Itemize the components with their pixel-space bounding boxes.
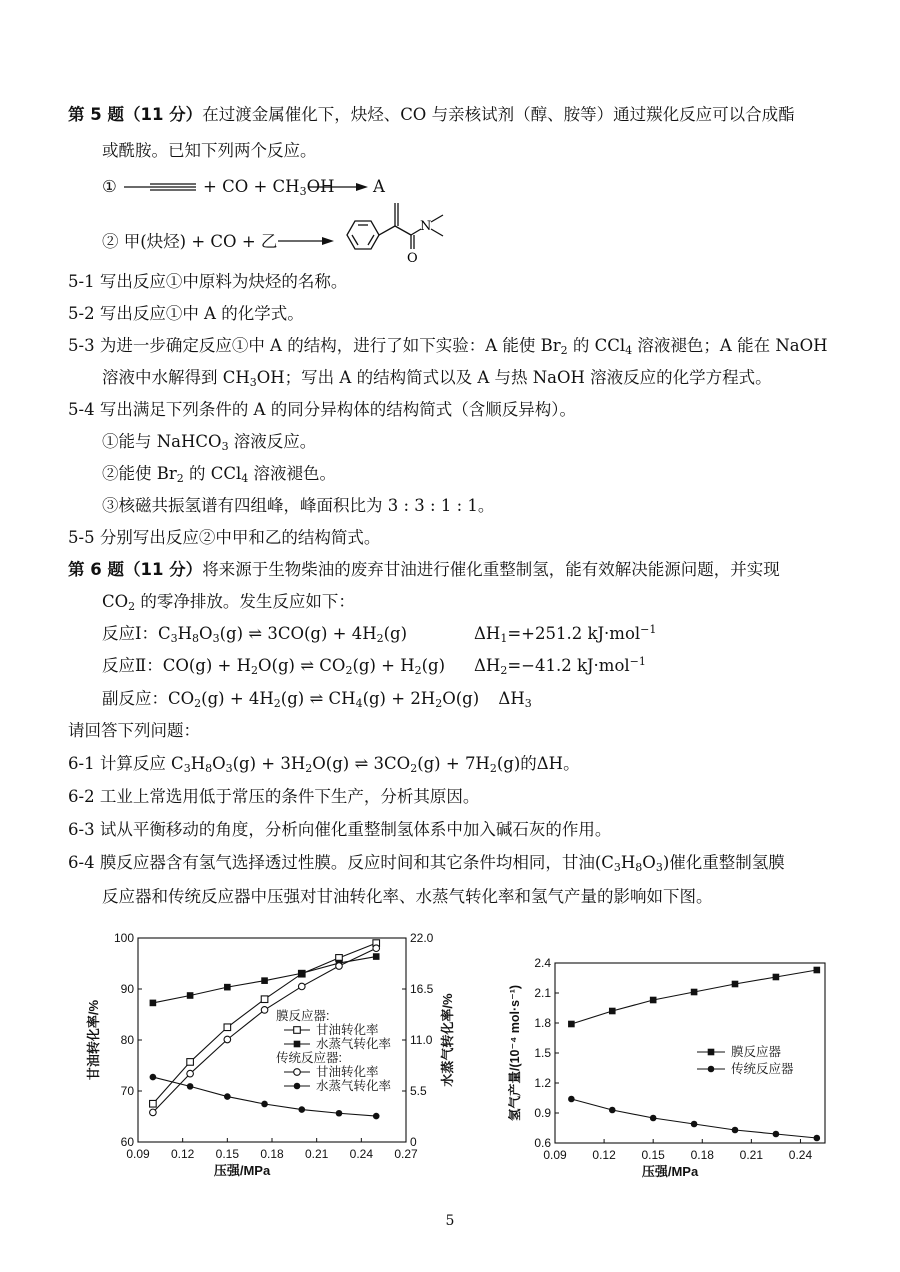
q6-line-2: $CO_2$ 的零净排放。发生反应如下： [102, 592, 355, 613]
data-point [773, 1131, 780, 1138]
q5-line-2: 或酰胺。已知下列两个反应。 [102, 141, 317, 160]
data-point [732, 1127, 739, 1134]
data-point [298, 983, 305, 990]
x-tick-label: 0.24 [788, 1148, 813, 1162]
legend-marker [294, 1083, 301, 1090]
legend-marker [294, 1041, 301, 1048]
data-point [373, 1113, 380, 1120]
q6-1: 6-1 计算反应 $C_3H_8O_3(g) + 3H_2O(g)$ ⇌ $3CO_2(g) + 7H_2(g)$的ΔH。 [68, 754, 580, 775]
condition-1: ①能与 NaHCO$_3$ 溶液反应。 [102, 432, 317, 453]
data-point [261, 1101, 268, 1108]
data-point [150, 1000, 157, 1007]
x-tick-label: 0.18 [260, 1147, 284, 1161]
reaction-i: 反应Ⅰ：$C_3H_8O_3(g)$ ⇌ $3CO(g) + 4H_2(g)$ [102, 624, 408, 645]
condition-2: ②能使 $Br_2$ 的 CCl$_4$ 溶液褪色。 [102, 464, 337, 485]
q6-4-line-1: 6-4 膜反应器含有氢气选择透过性膜。反应时间和其它条件均相同，甘油$(C_3H_8O_3)$催化重整制氢膜 [68, 853, 785, 874]
y-tick-label: 60 [120, 1135, 134, 1149]
x-tick-label: 0.21 [739, 1148, 764, 1162]
legend-marker [294, 1027, 301, 1034]
q5-heading: 第 5 题（11 分） [68, 105, 203, 124]
y2-tick-label: 16.5 [410, 982, 434, 996]
data-point [150, 1109, 157, 1116]
data-point [373, 945, 380, 952]
reaction-2-reagents: ② 甲(炔烃) + CO + 乙 [102, 232, 278, 251]
y2-tick-label: 5.5 [410, 1084, 427, 1098]
legend-title: 传统反应器: [276, 1051, 342, 1065]
x-tick-label: 0.12 [592, 1148, 616, 1162]
x-tick-label: 0.15 [215, 1147, 240, 1161]
x-tick-label: 0.27 [394, 1147, 418, 1161]
data-point [187, 992, 194, 999]
data-point [650, 997, 657, 1004]
data-point [814, 1135, 821, 1142]
data-point [691, 989, 698, 996]
y2-tick-label: 0 [410, 1135, 417, 1149]
delta-h2: $\Delta H_2=-41.2$ kJ·mol$^{-1}$ [474, 655, 646, 677]
q6-4-line-2: 反应器和传统反应器中压强对甘油转化率、水蒸气转化率和氢气产量的影响如下图。 [102, 887, 713, 906]
data-point [732, 981, 739, 988]
reaction-2-arrow-icon [276, 232, 336, 250]
atom-oxygen: O [407, 251, 418, 266]
data-point [224, 1036, 231, 1043]
q5-4: 5-4 写出满足下列条件的 A 的同分异构体的结构简式（含顺反异构）。 [68, 400, 576, 419]
q5-3-line-2: 溶液中水解得到 $CH_3OH$；写出 A 的结构简式以及 A 与热 NaOH 溶液反应的化学方程式。 [102, 368, 772, 389]
y-tick-label: 1.8 [534, 1016, 551, 1030]
data-point [336, 1110, 343, 1117]
q5-5: 5-5 分别写出反应②中甲和乙的结构简式。 [68, 528, 381, 547]
legend-label: 水蒸气转化率 [316, 1079, 392, 1093]
x-tick-label: 0.18 [690, 1148, 714, 1162]
q6-ask: 请回答下列问题： [68, 721, 200, 740]
data-point [224, 1024, 231, 1031]
series-1 [568, 1096, 820, 1142]
condition-3: ③核磁共振氢谱有四组峰，峰面积比为 3 : 3 : 1 : 1。 [102, 496, 495, 515]
q6-heading: 第 6 题（11 分） [68, 560, 203, 579]
y-tick-label: 70 [120, 1084, 134, 1098]
amide-structure-icon [338, 198, 458, 270]
legend-label: 传统反应器 [731, 1062, 794, 1076]
q6-line-1: 第 6 题（11 分）将来源于生物柴油的废弃甘油进行催化重整制氢，能有效解决能源问题，并实现 [68, 560, 780, 579]
y-tick-label: 0.9 [534, 1106, 551, 1120]
data-point [187, 1059, 194, 1066]
q6-2: 6-2 工业上常选用低于常压的条件下生产，分析其原因。 [68, 787, 480, 806]
conversion-rate-chart [80, 920, 470, 1182]
q5-2: 5-2 写出反应①中 A 的化学式。 [68, 304, 304, 323]
legend-marker [708, 1049, 715, 1056]
y2-axis-label: 水蒸气转化率/% [440, 993, 455, 1087]
q6-3: 6-3 试从平衡移动的角度，分析向催化重整制氢体系中加入碱石灰的作用。 [68, 820, 612, 839]
data-point [187, 1070, 194, 1077]
y2-tick-label: 11.0 [410, 1033, 433, 1047]
data-point [773, 974, 780, 981]
delta-h3: $\Delta H_3$ [498, 689, 532, 710]
data-point [650, 1115, 657, 1122]
data-point [150, 1100, 157, 1107]
atom-nitrogen: N [420, 219, 432, 234]
legend-label: 水蒸气转化率 [316, 1037, 392, 1051]
x-tick-label: 0.21 [304, 1147, 329, 1161]
x-axis-label: 压强/MPa [641, 1164, 699, 1179]
data-point [609, 1008, 616, 1015]
series-line [571, 1099, 816, 1138]
legend-marker [294, 1069, 301, 1076]
legend-label: 膜反应器 [731, 1045, 782, 1059]
data-point [187, 1083, 194, 1090]
x-tick-label: 0.24 [349, 1147, 374, 1161]
series-line [571, 970, 816, 1024]
data-point [373, 953, 380, 960]
data-point [150, 1074, 157, 1081]
y-tick-label: 80 [120, 1033, 134, 1047]
reaction-1-label: ① [102, 177, 117, 196]
legend-title: 膜反应器: [276, 1009, 330, 1023]
x-tick-label: 0.09 [126, 1147, 150, 1161]
x-tick-label: 0.12 [170, 1147, 195, 1161]
data-point [814, 967, 821, 974]
y-tick-label: 2.4 [534, 956, 551, 970]
reaction-1-arrow-icon [306, 178, 370, 196]
legend-marker [708, 1066, 715, 1073]
data-point [261, 977, 268, 984]
x-axis-label: 压强/MPa [213, 1163, 271, 1178]
legend-label: 甘油转化率 [316, 1023, 379, 1037]
y-axis-label: 氢气产量/(10⁻⁴ mol·s⁻¹) [508, 984, 522, 1122]
data-point [691, 1121, 698, 1128]
x-tick-label: 0.09 [543, 1148, 567, 1162]
data-point [336, 963, 343, 970]
hydrogen-yield-chart [505, 945, 835, 1182]
data-point [298, 1106, 305, 1113]
y-tick-label: 2.1 [534, 986, 551, 1000]
reaction-1-reagents: + CO + $CH_3OH$ [203, 177, 335, 198]
data-point [609, 1107, 616, 1114]
plot-frame [555, 963, 825, 1143]
data-point [568, 1021, 575, 1028]
q5-line-1: 第 5 题（11 分）在过渡金属催化下，炔烃、CO 与亲核试剂（醇、胺等）通过羰化反应可以合成酯 [68, 105, 795, 124]
q5-3-line-1: 5-3 为进一步确定反应①中 A 的结构，进行了如下实验：A 能使 $Br_2$ 的 CCl$_4$ 溶液褪色；A 能在 NaOH [68, 336, 828, 357]
product-a: A [373, 177, 385, 196]
delta-h1: $\Delta H_1=+251.2$ kJ·mol$^{-1}$ [474, 623, 657, 645]
y-axis-label: 甘油转化率/% [86, 999, 101, 1081]
legend-label: 甘油转化率 [316, 1065, 379, 1079]
y-tick-label: 1.5 [534, 1046, 551, 1060]
data-point [298, 970, 305, 977]
series-0 [568, 967, 820, 1028]
y-tick-label: 90 [120, 982, 134, 996]
data-point [568, 1096, 575, 1103]
page-number: 5 [445, 1213, 455, 1229]
data-point [261, 1007, 268, 1014]
x-tick-label: 0.15 [641, 1148, 665, 1162]
y-tick-label: 1.2 [534, 1076, 551, 1090]
side-reaction: 副反应：$CO_2(g) + 4H_2(g)$ ⇌ $CH_4(g) + 2H_2O(g)$ $\Delta H_3$ [102, 689, 532, 710]
data-point [261, 996, 268, 1003]
y-tick-label: 100 [113, 931, 134, 945]
data-point [224, 1093, 231, 1100]
y2-tick-label: 22.0 [410, 931, 434, 945]
q5-1: 5-1 写出反应①中原料为炔烃的名称。 [68, 272, 348, 291]
y-tick-label: 0.6 [534, 1136, 551, 1150]
alkyne-skeletal-icon [120, 176, 200, 198]
data-point [224, 984, 231, 991]
reaction-ii: 反应Ⅱ：$CO(g) + H_2O(g)$ ⇌ $CO_2(g) + H_2(g)$ [102, 656, 446, 677]
